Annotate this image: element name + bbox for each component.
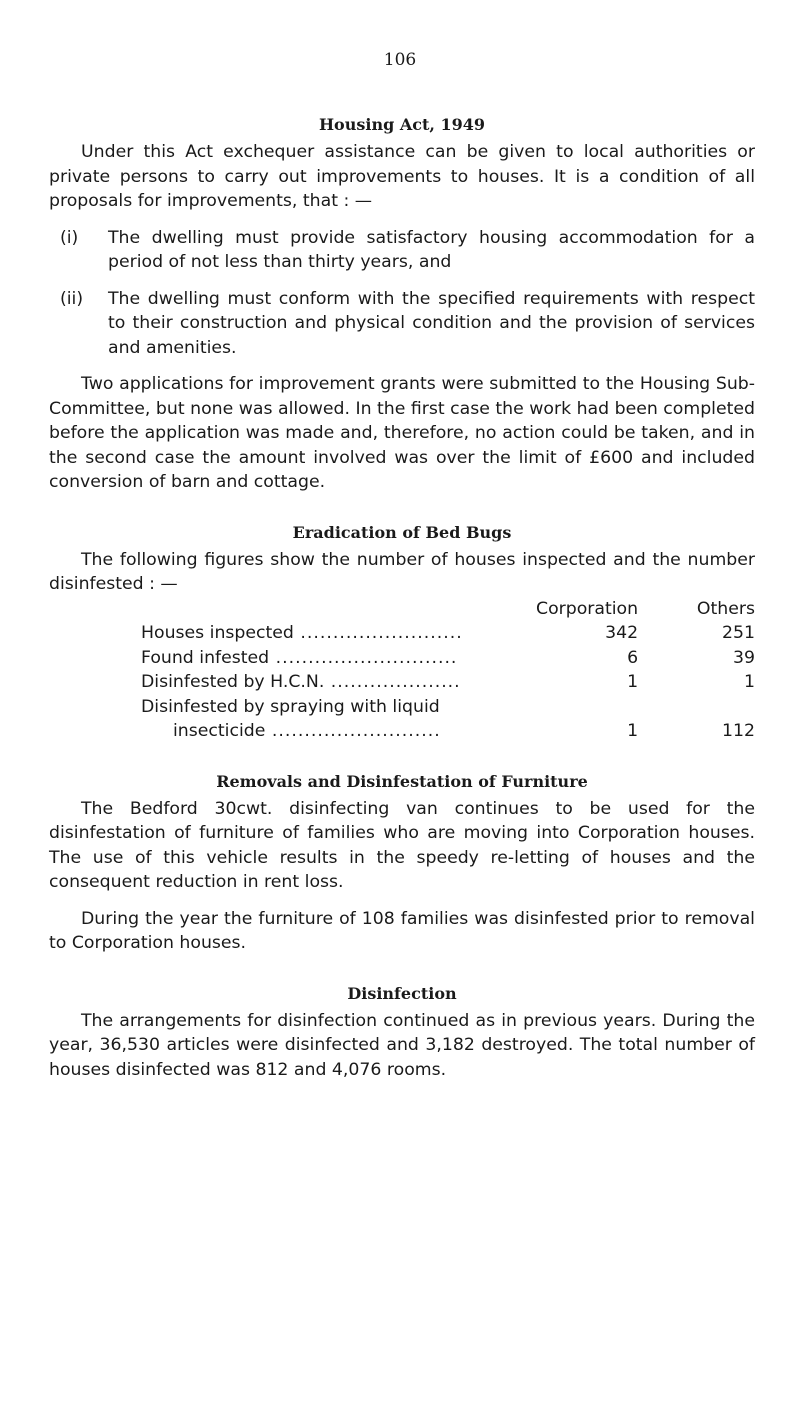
paragraph-furniture-families: During the year the furniture of 108 families was disinfested prior to removal to Corporation houses. — [49, 908, 755, 953]
column-header-others: Others — [696, 598, 755, 619]
bed-bugs-table — [141, 597, 755, 744]
cell-others: 112 — [722, 721, 755, 741]
heading-disinfection: Disinfection — [347, 983, 457, 1003]
cell-corporation: 6 — [627, 647, 639, 668]
table-row — [141, 719, 755, 744]
list-item-2 — [60, 287, 755, 361]
column-header-corporation: Corporation — [536, 598, 639, 619]
heading-housing-act: Housing Act, 1949 — [318, 115, 486, 134]
leader-dots: .................... — [324, 672, 461, 692]
cell-corporation: 342 — [605, 623, 639, 643]
cell-corporation: 1 — [627, 672, 639, 692]
table-row — [141, 646, 755, 671]
row-label: Houses inspected — [141, 623, 294, 643]
cell-others: 1 — [744, 672, 755, 692]
row-label: Disinfested by H.C.N. — [141, 672, 325, 692]
paragraph-housing-intro: Under this Act exchequer assistance can be given to local authorities or private persons to carry out improvements to houses. It is a condition of all proposals for improvements, that : — — [49, 142, 755, 211]
leader-dots: .......................... — [265, 721, 441, 741]
cell-others: 251 — [722, 623, 755, 643]
list-item-1 — [60, 226, 755, 275]
paragraph-improvement-grants: Two applications for improvement grants were submitted to the Housing Sub-Committee, but none was allowed. In the first case the work had been completed before the application was made and, therefore, no action could be taken, and in the second case the amount involved was over the limit of £600 and included conversion of barn and cottage. — [49, 374, 755, 492]
paragraph-disinfection: The arrangements for disinfection continued as in previous years. During the year, 36,530 articles were disinfected and 3,182 destroyed. The total number of houses disinfected was 812 and 4,076 rooms. — [49, 1010, 755, 1080]
paragraph-bed-bugs-intro: The following figures show the number of houses inspected and the number disinfested : — — [49, 549, 755, 594]
table-row — [141, 695, 755, 720]
leader-dots: ......................... — [293, 623, 463, 643]
paragraph-bedford-van: The Bedford 30cwt. disinfecting van continues to be used for the disinfestation of furniture of families who are moving into Corporation houses. The use of this vehicle results in the speedy re-letting of houses and the consequent reduction in rent loss. — [49, 798, 755, 892]
list-item-number: (i) — [60, 227, 79, 248]
page-content — [49, 113, 755, 1082]
list-item-text: The dwelling must conform with the specified requirements with respect to their construction and physical condition and the provision of services and amenities. — [108, 288, 755, 358]
table-row — [141, 670, 755, 695]
table-header-row — [141, 597, 755, 622]
table-row — [141, 621, 755, 646]
row-label: Found infested — [141, 647, 270, 668]
cell-corporation: 1 — [627, 721, 639, 741]
row-label: Disinfested by spraying with liquid — [141, 696, 440, 717]
cell-others: 39 — [733, 647, 755, 668]
page-number: 106 — [383, 50, 417, 70]
leader-dots: ............................ — [269, 647, 458, 668]
heading-removals: Removals and Disinfestation of Furniture — [216, 771, 588, 791]
heading-bed-bugs: Eradication of Bed Bugs — [292, 522, 512, 542]
list-item-number: (ii) — [60, 288, 84, 309]
list-item-text: The dwelling must provide satisfactory housing accommodation for a period of not less than thirty years, and — [108, 227, 755, 272]
row-label-continued: insecticide — [173, 721, 266, 741]
